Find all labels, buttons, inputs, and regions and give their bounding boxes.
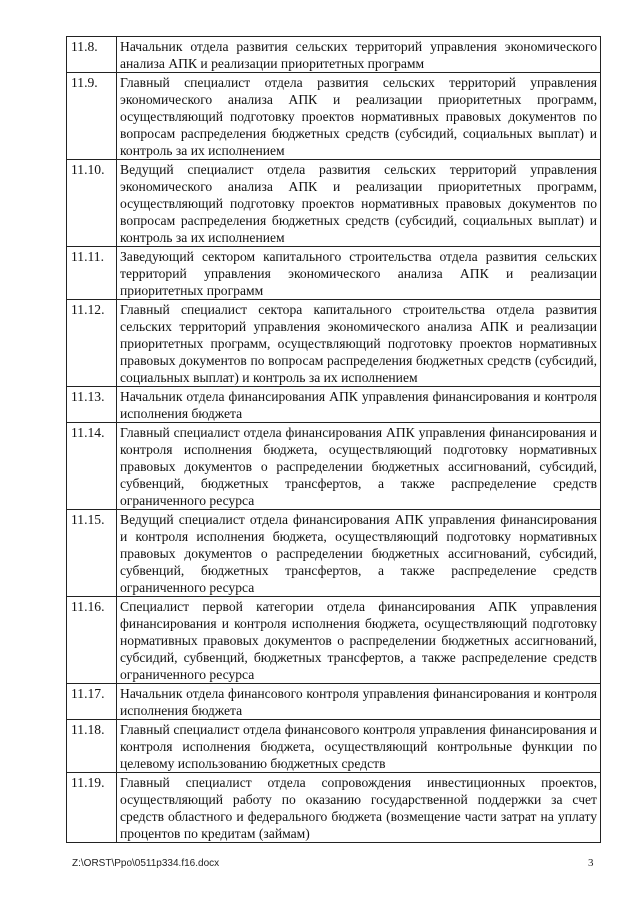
row-number: 11.9.: [67, 73, 117, 160]
table-row: [67, 684, 601, 720]
row-text: Главный специалист отдела развития сельских территорий управления экономического анализа АПК и реализации приоритетных программ, осуществляющий подготовку проектов нормативных правовых документов по вопросам распределения бюджетных средств (субсидий, социальных выплат) и контроль за их исполнением: [117, 73, 601, 160]
row-number: 11.8.: [67, 37, 117, 73]
footer-file-path: Z:\ORST\Ppo\0511p334.f16.docx: [72, 858, 220, 869]
row-number: 11.11.: [67, 247, 117, 300]
row-number: 11.17.: [67, 684, 117, 720]
table-row: [67, 720, 601, 773]
row-text: Начальник отдела финансирования АПК управления финансирования и контроля исполнения бюджета: [117, 387, 601, 423]
table-row: [67, 773, 601, 843]
row-text: Главный специалист отдела финансирования АПК управления финансирования и контроля исполнения бюджета, осуществляющий подготовку нормативных правовых документов о распределении бюджетных ассигнований, субсидий, субвенций, бюджетных трансфертов, а также распределение средств ограниченного ресурса: [117, 423, 601, 510]
page-number: 3: [588, 857, 594, 869]
row-text: Главный специалист сектора капитального строительства отдела развития сельских территорий управления экономического анализа АПК и реализации приоритетных программ, осуществляющий подготовку проектов нормативных правовых документов по вопросам распределения бюджетных средств (субсидий, социальных выплат) и контроль за их исполнением: [117, 300, 601, 387]
table-row: [67, 423, 601, 510]
table-row: [67, 387, 601, 423]
row-number: 11.18.: [67, 720, 117, 773]
row-number: 11.15.: [67, 510, 117, 597]
row-text: Заведующий сектором капитального строительства отдела развития сельских территорий управления экономического анализа АПК и реализации приоритетных программ: [117, 247, 601, 300]
row-text: Главный специалист отдела финансового контроля управления финансирования и контроля исполнения бюджета, осуществляющий контрольные функции по целевому использованию бюджетных средств: [117, 720, 601, 773]
table-row: [67, 37, 601, 73]
row-text: Ведущий специалист отдела развития сельских территорий управления экономического анализа АПК и реализации приоритетных программ, осуществляющий подготовку проектов нормативных правовых документов по вопросам распределения бюджетных средств (субсидий, социальных выплат) и контроль за их исполнением: [117, 160, 601, 247]
row-text: Специалист первой категории отдела финансирования АПК управления финансирования и контроля исполнения бюджета, осуществляющий подготовку нормативных правовых документов о распределении бюджетных ассигнований, субсидий, субвенций, бюджетных трансфертов, а также распределение средств ограниченного ресурса: [117, 597, 601, 684]
row-number: 11.10.: [67, 160, 117, 247]
table-row: [67, 73, 601, 160]
positions-table-body: [67, 37, 601, 843]
table-row: [67, 597, 601, 684]
row-number: 11.19.: [67, 773, 117, 843]
row-number: 11.16.: [67, 597, 117, 684]
table-row: [67, 300, 601, 387]
row-number: 11.13.: [67, 387, 117, 423]
table-row: [67, 160, 601, 247]
table-row: [67, 510, 601, 597]
row-text: Начальник отдела финансового контроля управления финансирования и контроля исполнения бюджета: [117, 684, 601, 720]
row-number: 11.12.: [67, 300, 117, 387]
row-text: Главный специалист отдела сопровождения инвестиционных проектов, осуществляющий работу по оказанию государственной поддержки за счет средств областного и федерального бюджета (возмещение части затрат на уплату процентов по кредитам (займам): [117, 773, 601, 843]
row-text: Начальник отдела развития сельских территорий управления экономического анализа АПК и реализации приоритетных программ: [117, 37, 601, 73]
table-row: [67, 247, 601, 300]
row-number: 11.14.: [67, 423, 117, 510]
positions-table: [66, 36, 601, 843]
row-text: Ведущий специалист отдела финансирования АПК управления финансирования и контроля исполнения бюджета, осуществляющий подготовку нормативных правовых документов о распределении бюджетных ассигнований, субсидий, субвенций, бюджетных трансфертов, а также распределение средств ограниченного ресурса: [117, 510, 601, 597]
